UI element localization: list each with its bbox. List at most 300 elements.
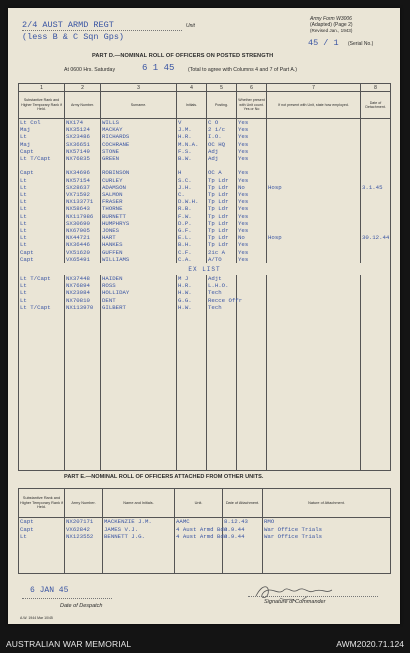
table-row — [19, 227, 391, 234]
cell: ROBINSON — [101, 169, 177, 176]
cell: Hosp — [267, 184, 361, 191]
cell: Yes — [237, 169, 267, 176]
cell: 4 Aust Armd Bde — [176, 533, 228, 540]
cell — [101, 311, 177, 470]
cell — [361, 289, 391, 296]
cell: MACKENZIE J.M. — [103, 518, 175, 526]
part-e-table — [18, 488, 391, 574]
cell: Lt T/Capt — [19, 155, 65, 162]
cell: Recce Offr — [208, 296, 243, 304]
cell: No — [237, 234, 267, 241]
cell — [177, 162, 207, 169]
part-e-title: PART E.—NOMINAL ROLL OF OFFICERS ATTACHED FROM OTHER UNITS. — [64, 474, 264, 480]
cell: 3.9.44 — [223, 526, 263, 534]
cell: Capt — [19, 169, 65, 176]
cell — [237, 275, 267, 282]
table-row — [19, 198, 391, 205]
despatch-label: Date of Despatch — [60, 603, 103, 609]
cell: Capt — [19, 148, 65, 155]
cell: NX113970 — [65, 304, 101, 311]
table-row — [19, 304, 391, 311]
despatch-date: 6 JAN 45 — [30, 586, 69, 595]
cell: MACKAY — [101, 126, 177, 133]
cell — [237, 304, 267, 311]
cell: Hosp — [267, 234, 361, 241]
cell: OC HQ — [207, 141, 237, 148]
cell: JAMES V.J. — [103, 526, 175, 534]
table-row — [19, 220, 391, 227]
cell: War Office Trials — [263, 526, 391, 534]
cell: Maj — [19, 141, 65, 148]
table-row — [19, 297, 391, 304]
cell: 1 — [19, 84, 65, 92]
cell: B.H. — [177, 241, 207, 248]
cell — [19, 311, 65, 470]
cell: VX65491 — [65, 256, 101, 263]
cell — [267, 282, 361, 289]
cell — [361, 126, 391, 133]
cell: Tp Ldr — [207, 213, 237, 220]
cell: R.B. — [177, 205, 207, 212]
table-row — [19, 184, 391, 191]
cell — [361, 198, 391, 205]
cell — [361, 213, 391, 220]
cell: F.S. — [177, 148, 207, 155]
despatch-underline — [22, 598, 112, 599]
cell: Lt — [19, 205, 65, 212]
cell: Capt — [19, 256, 65, 263]
cell: RMO — [263, 518, 391, 526]
table-row — [19, 155, 391, 162]
cell: SX36651 — [65, 141, 101, 148]
cell: NX37448 — [65, 275, 101, 282]
cell: Lt — [19, 220, 65, 227]
cell: NX207171 — [65, 518, 103, 526]
cell: 6 — [237, 84, 267, 92]
cell — [263, 541, 391, 574]
cell — [267, 249, 361, 256]
cell: Substantive Rank and Higher Temporary Rank if Held. — [19, 489, 65, 518]
cell: Tp Ldr — [207, 227, 237, 234]
cell — [361, 141, 391, 148]
cell: STONE — [101, 148, 177, 155]
cell: BENNETT J.G. — [103, 533, 175, 541]
part-d-date: 6 1 45 — [142, 63, 175, 73]
cell: Yes — [237, 191, 267, 198]
cell: Maj — [19, 126, 65, 133]
cell: HUMPHRYS — [101, 220, 177, 227]
cell — [361, 119, 391, 127]
cell: L.H.O. — [207, 282, 237, 289]
cell: NX123552 — [65, 533, 103, 541]
cell: SX30690 — [65, 220, 101, 227]
cell: 3.1.45 — [361, 184, 391, 191]
cell: Lt — [19, 133, 65, 140]
cell: Lt — [19, 282, 65, 289]
signature-underline — [248, 596, 378, 597]
cell: NX44721 — [65, 234, 101, 241]
cell — [101, 162, 177, 169]
column-number-row — [19, 84, 391, 92]
cell: 3 — [101, 84, 177, 92]
cell: Lt — [19, 191, 65, 198]
unit-subname: (less B & C Sqn Gps) — [22, 32, 125, 42]
cell: Tp Ldr — [207, 234, 237, 241]
cell — [267, 220, 361, 227]
cell — [237, 162, 267, 169]
cell: OC A — [207, 169, 237, 176]
cell — [267, 304, 361, 311]
cell: WILLS — [101, 119, 177, 127]
document-page — [8, 8, 400, 624]
cell: Tp Ldr — [207, 184, 237, 191]
cell: 4 Aust Armd Bde — [176, 525, 228, 533]
cell: M.N.A. — [177, 141, 207, 148]
cell: HANKES — [101, 241, 177, 248]
cell: 8.12.43 — [223, 518, 263, 526]
cell: H.R. — [177, 133, 207, 140]
cell: Date of Detachment. — [361, 92, 391, 119]
cell: M J — [177, 275, 207, 282]
cell: Tech — [207, 304, 237, 311]
cell: Tp Ldr — [207, 220, 237, 227]
part-d-totals-note: (Total to agree with Columns 4 and 7 of Part A.) — [188, 67, 297, 73]
cell: NX174 — [65, 119, 101, 127]
cell — [361, 220, 391, 227]
cell — [267, 126, 361, 133]
cell: J.H. — [177, 184, 207, 191]
cell: 2 — [65, 84, 101, 92]
table-row — [19, 148, 391, 155]
cell: C O — [207, 119, 237, 127]
cell: CURLEY — [101, 177, 177, 184]
table-row — [19, 177, 391, 184]
cell: NX67005 — [65, 227, 101, 234]
cell — [361, 297, 391, 304]
cell: RICHARDS — [101, 133, 177, 140]
cell: AAMC — [175, 518, 223, 526]
print-code: A.W. 1944 Mar 10/45 — [20, 616, 53, 620]
cell: Tp Ldr — [207, 177, 237, 184]
unit-label: Unit — [186, 23, 195, 29]
cell: Lt — [19, 289, 65, 296]
cell: Tp Ldr — [207, 191, 237, 198]
cell: Nature of Attachment. — [263, 489, 391, 518]
cell — [177, 311, 207, 470]
cell: GREEN — [101, 155, 177, 162]
cell — [65, 311, 101, 470]
cell: NX57154 — [65, 177, 101, 184]
cell: HAIDEN — [101, 275, 177, 282]
archive-id: AWM2020.71.124 — [336, 639, 404, 649]
table-row — [19, 133, 391, 140]
cell: Capt — [19, 249, 65, 256]
cell: NX70810 — [65, 297, 101, 304]
cell: V — [177, 119, 207, 127]
cell — [361, 282, 391, 289]
cell: NX36446 — [65, 241, 101, 248]
cell: WILLIAMS — [101, 256, 177, 263]
cell: Lt — [19, 241, 65, 248]
cell: Adj — [207, 155, 237, 162]
cell: Tp Ldr — [207, 241, 237, 248]
cell — [361, 227, 391, 234]
cell: Yes — [237, 141, 267, 148]
cell: HART — [101, 234, 177, 241]
cell: Yes — [237, 220, 267, 227]
cell: H — [177, 169, 207, 176]
cell: 7 — [267, 84, 361, 92]
cell — [267, 162, 361, 169]
cell — [267, 198, 361, 205]
cell: War Office Trials — [263, 533, 391, 541]
cell: Capt — [19, 518, 65, 526]
table-row — [19, 141, 391, 148]
table-row — [19, 289, 391, 296]
cell — [361, 191, 391, 198]
cell: THORNE — [101, 205, 177, 212]
cell: B.W. — [177, 155, 207, 162]
cell — [267, 205, 361, 212]
column-header-row — [19, 489, 391, 518]
cell: Lt — [19, 198, 65, 205]
cell: NX117986 — [65, 213, 101, 220]
table-row — [19, 169, 391, 176]
cell: JONES — [101, 227, 177, 234]
part-d-table — [18, 83, 391, 471]
cell: Yes — [237, 205, 267, 212]
cell: Lt — [19, 184, 65, 191]
cell — [267, 155, 361, 162]
table-row — [19, 234, 391, 241]
cell: Surname. — [101, 92, 177, 119]
part-d-at-time: At 0600 Hrs. Saturday — [64, 67, 116, 73]
army-form-line-2: (Adapted) (Page 2) — [310, 22, 353, 28]
cell: S.C. — [177, 177, 207, 184]
cell — [103, 541, 175, 574]
cell: NX35124 — [65, 126, 101, 133]
cell: C.A. — [177, 256, 207, 263]
cell: Lt Col — [19, 119, 65, 127]
cell: Yes — [237, 155, 267, 162]
cell: Tp Ldr — [207, 198, 237, 205]
cell: If not present with Unit, state how employed. — [267, 92, 361, 119]
cell: SALMON — [101, 191, 177, 198]
cell: FRASER — [101, 198, 177, 205]
table-row — [19, 526, 391, 534]
table-row — [19, 282, 391, 289]
serial-number: 45 / 1 — [308, 38, 339, 48]
cell: A/TO — [207, 256, 237, 263]
table-row — [19, 162, 391, 169]
cell — [361, 169, 391, 176]
cell: VX62842 — [65, 526, 103, 534]
cell: No — [237, 184, 267, 191]
cell: G.G. — [177, 297, 207, 304]
cell — [267, 241, 361, 248]
cell: Capt — [19, 526, 65, 534]
cell: Tp Ldr — [207, 205, 237, 212]
cell: Lt — [19, 227, 65, 234]
cell — [267, 275, 361, 282]
cell: Whether present with Unit count. Yes or No — [237, 92, 267, 119]
cell — [223, 541, 263, 574]
cell: H.W. — [177, 304, 207, 311]
cell: NX76894 — [65, 282, 101, 289]
cell: Adjt — [207, 275, 237, 282]
cell — [237, 311, 267, 470]
cell: Lt T/Capt — [19, 275, 65, 282]
part-d-title: PART D.—NOMINAL ROLL OF OFFICERS ON POSTED STRENGTH — [92, 53, 274, 59]
cell — [267, 289, 361, 296]
cell: Initials. — [177, 92, 207, 119]
column-header-row — [19, 92, 391, 119]
cell: Army Number. — [65, 92, 101, 119]
army-form-line-1: Army Form W3006 — [310, 16, 352, 22]
cell — [267, 311, 361, 470]
cell: GILBERT — [101, 304, 177, 311]
cell: H.R. — [177, 282, 207, 289]
cell — [361, 133, 391, 140]
cell — [361, 162, 391, 169]
cell — [361, 241, 391, 248]
cell — [237, 282, 267, 289]
cell — [267, 169, 361, 176]
cell: Yes — [237, 198, 267, 205]
cell — [65, 162, 101, 169]
cell: Yes — [237, 213, 267, 220]
cell: SX23486 — [65, 133, 101, 140]
cell: NX34696 — [65, 169, 101, 176]
cell — [267, 191, 361, 198]
cell: Lt — [19, 297, 65, 304]
cell: Army Number. — [65, 489, 103, 518]
cell: Tech — [207, 289, 237, 296]
ex-list-label: EX LIST — [19, 263, 391, 275]
empty-row — [19, 541, 391, 574]
signature-label: Signature of Commander — [264, 599, 326, 605]
cell: Yes — [237, 126, 267, 133]
cell: Unit. — [175, 489, 223, 518]
table-row — [19, 249, 391, 256]
cell — [267, 256, 361, 263]
cell — [361, 304, 391, 311]
cell: Lt — [19, 213, 65, 220]
cell: NX23084 — [65, 289, 101, 296]
cell: NX76835 — [65, 155, 101, 162]
cell: Yes — [237, 241, 267, 248]
cell — [361, 275, 391, 282]
cell: NX58643 — [65, 205, 101, 212]
cell: Yes — [237, 133, 267, 140]
table-row — [19, 126, 391, 133]
cell: D.W.H. — [177, 198, 207, 205]
table-row — [19, 213, 391, 220]
cell: NX57149 — [65, 148, 101, 155]
cell — [267, 297, 361, 304]
cell: 3.9.44 — [223, 533, 263, 541]
cell: 2ic A — [207, 249, 237, 256]
cell — [65, 541, 103, 574]
cell: C.F. — [177, 249, 207, 256]
cell: Date of Attachment. — [223, 489, 263, 518]
cell — [175, 541, 223, 574]
cell: ROSS — [101, 282, 177, 289]
cell — [19, 162, 65, 169]
cell: 5 — [207, 84, 237, 92]
cell: 30.12.44 — [362, 234, 390, 242]
table-row — [19, 119, 391, 127]
cell — [267, 227, 361, 234]
cell — [267, 213, 361, 220]
cell: Yes — [237, 119, 267, 127]
cell: 8 — [361, 84, 391, 92]
cell: H.W. — [177, 289, 207, 296]
army-form-line-3: (Revised Jan., 1943) — [310, 28, 353, 33]
cell — [267, 119, 361, 127]
table-row — [19, 241, 391, 248]
cell: Lt T/Capt — [19, 304, 65, 311]
unit-name: 2/4 AUST ARMD REGT — [22, 20, 114, 30]
cell: 2 i/c — [207, 126, 237, 133]
cell: Lt — [19, 177, 65, 184]
table-row — [19, 275, 391, 282]
cell: ADAMSON — [101, 184, 177, 191]
cell — [361, 205, 391, 212]
cell: BURNETT — [101, 213, 177, 220]
cell: HOLLIDAY — [101, 289, 177, 296]
cell — [361, 177, 391, 184]
cell: E.L. — [177, 234, 207, 241]
table-row — [19, 205, 391, 212]
cell — [207, 311, 237, 470]
empty-row — [19, 311, 391, 470]
cell: Yes — [237, 148, 267, 155]
cell: VX71592 — [65, 191, 101, 198]
cell — [19, 541, 65, 574]
cell: J.M. — [177, 126, 207, 133]
cell — [361, 148, 391, 155]
cell: F.W. — [177, 213, 207, 220]
cell: Adj — [207, 148, 237, 155]
cell: 4 — [177, 84, 207, 92]
cell: Yes — [237, 249, 267, 256]
cell: D.P. — [177, 220, 207, 227]
cell: C. — [177, 191, 207, 198]
cell: GUFFEN — [101, 249, 177, 256]
cell: SX28637 — [65, 184, 101, 191]
cell: Yes — [237, 177, 267, 184]
cell: Lt — [19, 533, 65, 541]
unit-underline — [22, 30, 182, 31]
cell — [207, 162, 237, 169]
cell: I.O. — [207, 133, 237, 140]
cell: DENT — [101, 297, 177, 304]
cell: Name and Initials. — [103, 489, 175, 518]
cell: Lt — [19, 234, 65, 241]
cell: Posting. — [207, 92, 237, 119]
table-row — [19, 191, 391, 198]
cell: COCHRANE — [101, 141, 177, 148]
cell — [361, 256, 391, 263]
table-row — [19, 518, 391, 526]
cell — [361, 249, 391, 256]
cell: Yes — [237, 227, 267, 234]
archive-name: AUSTRALIAN WAR MEMORIAL — [6, 639, 132, 649]
cell — [361, 311, 391, 470]
cell — [267, 148, 361, 155]
ex-list-row — [19, 263, 391, 275]
